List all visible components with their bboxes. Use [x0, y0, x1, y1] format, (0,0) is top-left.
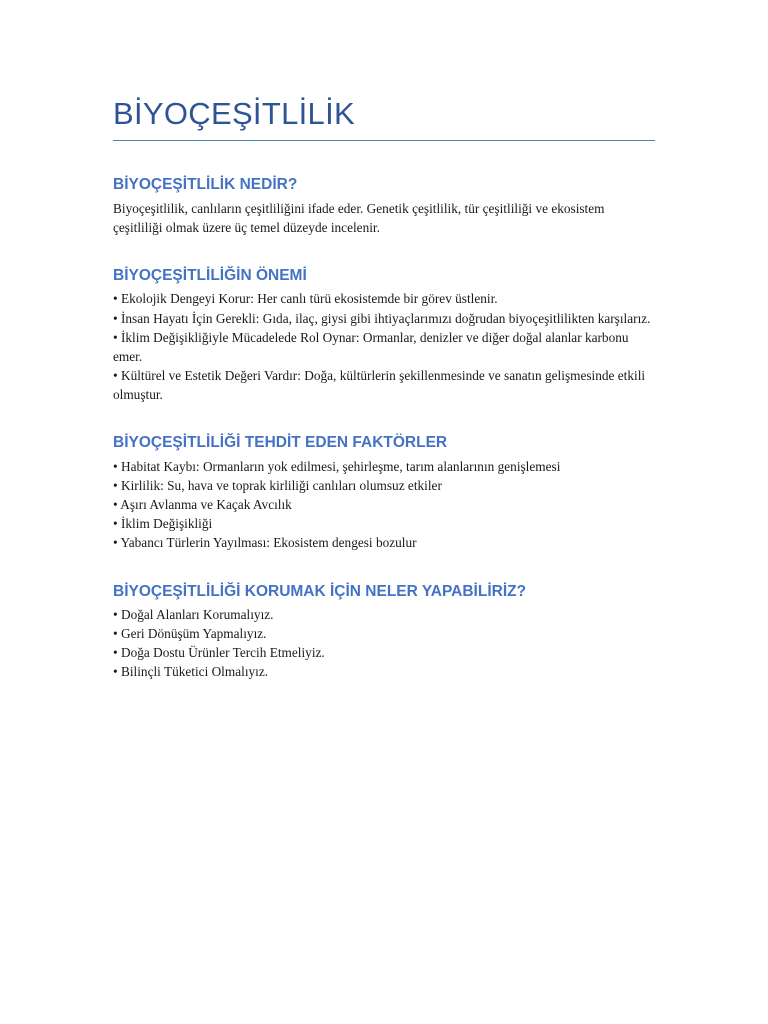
bullet-list: [113, 457, 655, 553]
list-item: • Yabancı Türlerin Yayılması: Ekosistem dengesi bozulur: [113, 535, 417, 551]
list-item: • Kültürel ve Estetik Değeri Vardır: Doğa, kültürlerin şekillenmesinde ve sanatın gelişmesinde etkili olmuştur.: [113, 368, 646, 403]
list-item: • Ekolojik Dengeyi Korur: Her canlı türü ekosistemde bir görev üstlenir.: [113, 291, 498, 307]
bullet-list: [113, 289, 655, 404]
section-heading: BİYOÇEŞİTLİLİĞİN ÖNEMİ: [113, 267, 307, 285]
list-item: • Bilinçli Tüketici Olmalıyız.: [113, 664, 269, 680]
document-title: BİYOÇEŞİTLİLİK: [113, 96, 355, 131]
bullet-list: [113, 605, 655, 682]
section-heading: BİYOÇEŞİTLİLİĞİ TEHDİT EDEN FAKTÖRLER: [113, 433, 448, 451]
section-threats: [113, 432, 655, 553]
list-item: • Habitat Kaybı: Ormanların yok edilmesi, şehirleşme, tarım alanlarının genişlemesi: [113, 458, 561, 474]
title-divider: [113, 140, 655, 141]
list-item: • Aşırı Avlanma ve Kaçak Avcılık: [113, 497, 292, 513]
list-item: • Doğa Dostu Ürünler Tercih Etmeliyiz.: [113, 645, 325, 661]
list-item: • İklim Değişikliğiyle Mücadelede Rol Oynar: Ormanlar, denizler ve diğer doğal alanlar karbonu emer.: [113, 329, 629, 365]
list-item: • Geri Dönüşüm Yapmalıyız.: [113, 625, 267, 641]
section-protection: [113, 581, 655, 682]
section-heading: BİYOÇEŞİTLİLİĞİ KORUMAK İÇİN NELER YAPABİLİRİZ?: [113, 582, 527, 600]
list-item: • Doğal Alanları Korumalıyız.: [113, 606, 274, 622]
list-item: • İklim Değişikliği: [113, 516, 213, 532]
list-item: • İnsan Hayatı İçin Gerekli: Gıda, ilaç, giysi gibi ihtiyaçlarımızı doğrudan biyoçeşitlilikten karşılarız.: [113, 310, 651, 326]
section-what-is: [113, 174, 655, 237]
list-item: • Kirlilik: Su, hava ve toprak kirliliği canlıları olumsuz etkiler: [113, 477, 442, 493]
section-importance: [113, 265, 655, 404]
section-heading: BİYOÇEŞİTLİLİK NEDİR?: [113, 176, 298, 193]
document-page: [113, 94, 655, 681]
section-paragraph: Biyoçeşitlilik, canlıların çeşitliliğini ifade eder. Genetik çeşitlilik, tür çeşitliliği ve ekosistem çeşitliliği olmak üzere üç temel düzeyde incelenir.: [113, 201, 605, 236]
